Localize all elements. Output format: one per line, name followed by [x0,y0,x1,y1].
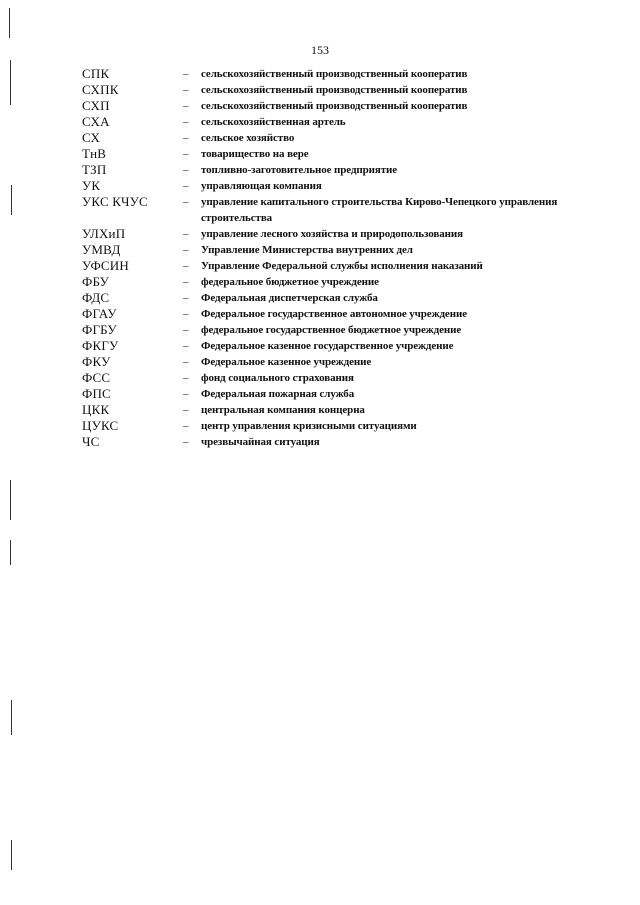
abbreviation-term: СХПК [82,82,119,97]
abbreviation-definition: Управление Федеральной службы исполнения наказаний [201,260,483,272]
abbreviation-term: ТЗП [82,162,107,177]
abbreviation-row [82,98,592,114]
abbreviation-dash: – [183,244,189,256]
scan-artifact [10,540,11,565]
abbreviation-term: УЛХиП [82,226,126,241]
abbreviation-dash: – [183,436,189,448]
abbreviation-dash: – [183,228,189,240]
abbreviation-term: УК [82,178,101,193]
abbreviation-definition: сельскохозяйственная артель [201,116,346,128]
abbreviation-term: СХП [82,98,110,113]
abbreviation-dash: – [183,132,189,144]
abbreviation-dash: – [183,372,189,384]
abbreviation-dash: – [183,148,189,160]
abbreviation-row [82,66,592,82]
scan-artifact [9,8,10,38]
abbreviation-definition: сельское хозяйство [201,132,295,144]
abbreviation-term: ТнВ [82,146,107,161]
abbreviation-definition: федеральное государственное бюджетное учреждение [201,324,462,336]
abbreviation-term: УКС КЧУС [82,194,148,209]
abbreviation-term: ФКУ [82,354,111,369]
abbreviation-definition: Федеральная диспетчерская служба [201,292,378,304]
abbreviation-definition: сельскохозяйственный производственный кооператив [201,84,468,96]
abbreviation-dash: – [183,292,189,304]
abbreviation-dash: – [183,100,189,112]
scan-artifact [11,700,12,735]
abbreviation-definition: центр управления кризисными ситуациями [201,420,417,432]
abbreviation-definition: управление лесного хозяйства и природопользования [201,228,463,240]
abbreviation-row [82,178,592,194]
abbreviation-definition: товарищество на вере [201,148,309,160]
abbreviation-dash: – [183,356,189,368]
abbreviation-dash: – [183,68,189,80]
abbreviation-dash: – [183,116,189,128]
abbreviation-term: СХ [82,130,101,145]
abbreviation-row [82,370,592,386]
abbreviation-dash: – [183,324,189,336]
abbreviation-term: ЧС [82,434,100,449]
abbreviation-row [82,290,592,306]
abbreviation-dash: – [183,420,189,432]
abbreviation-definition: Федеральная пожарная служба [201,388,355,400]
page-number: 153 [311,43,329,57]
abbreviation-definition: фонд социального страхования [201,372,354,384]
abbreviation-row [82,338,592,354]
abbreviation-term: ЦКК [82,402,110,417]
abbreviation-row [82,130,592,146]
abbreviation-definition: Федеральное государственное автономное учреждение [201,308,467,320]
abbreviation-row [82,146,592,162]
abbreviation-definition: Управление Министерства внутренних дел [201,244,413,256]
abbreviation-term: ЦУКС [82,418,119,433]
abbreviation-row [82,82,592,98]
abbreviation-list [82,66,592,450]
abbreviation-definition: сельскохозяйственный производственный кооператив [201,100,468,112]
abbreviation-dash: – [183,340,189,352]
abbreviation-definition: чрезвычайная ситуация [201,436,320,448]
abbreviation-dash: – [183,276,189,288]
abbreviation-term: ФКГУ [82,338,119,353]
abbreviation-row [82,418,592,434]
scan-artifact [10,480,11,520]
abbreviation-definition: управляющая компания [201,180,322,192]
abbreviation-dash: – [183,404,189,416]
abbreviation-dash: – [183,164,189,176]
abbreviation-definition: Федеральное казенное учреждение [201,356,372,368]
abbreviation-definition: федеральное бюджетное учреждение [201,276,379,288]
abbreviation-row [82,322,592,338]
abbreviation-row [82,274,592,290]
abbreviation-term: УФСИН [82,258,129,273]
abbreviation-term: СПК [82,66,110,81]
scan-artifact [10,60,11,105]
abbreviation-row [82,402,592,418]
scan-artifact [11,185,12,215]
abbreviation-row [82,194,592,226]
abbreviation-row [82,226,592,242]
abbreviation-row [82,434,592,450]
abbreviation-dash: – [183,260,189,272]
abbreviation-dash: – [183,196,189,208]
abbreviation-definition: топливно-заготовительное предприятие [201,164,398,176]
abbreviation-row [82,258,592,274]
abbreviation-term: УМВД [82,242,121,257]
abbreviation-term: ФБУ [82,274,110,289]
abbreviation-row [82,162,592,178]
abbreviation-row [82,386,592,402]
abbreviation-term: ФГБУ [82,322,117,337]
abbreviation-row [82,114,592,130]
abbreviation-dash: – [183,308,189,320]
abbreviation-dash: – [183,84,189,96]
abbreviation-term: ФСС [82,370,111,385]
abbreviation-definition: управление капитального строительства Кирово-Чепецкого управления строительства [201,196,558,224]
abbreviation-dash: – [183,388,189,400]
abbreviation-term: ФДС [82,290,110,305]
scan-artifact [11,840,12,870]
abbreviation-dash: – [183,180,189,192]
abbreviation-term: ФПС [82,386,111,401]
abbreviation-definition: сельскохозяйственный производственный кооператив [201,68,468,80]
abbreviation-definition: центральная компания концерна [201,404,365,416]
abbreviation-term: ФГАУ [82,306,117,321]
abbreviation-row [82,242,592,258]
abbreviation-term: СХА [82,114,110,129]
abbreviation-definition: Федеральное казенное государственное учреждение [201,340,454,352]
abbreviation-row [82,306,592,322]
abbreviation-row [82,354,592,370]
